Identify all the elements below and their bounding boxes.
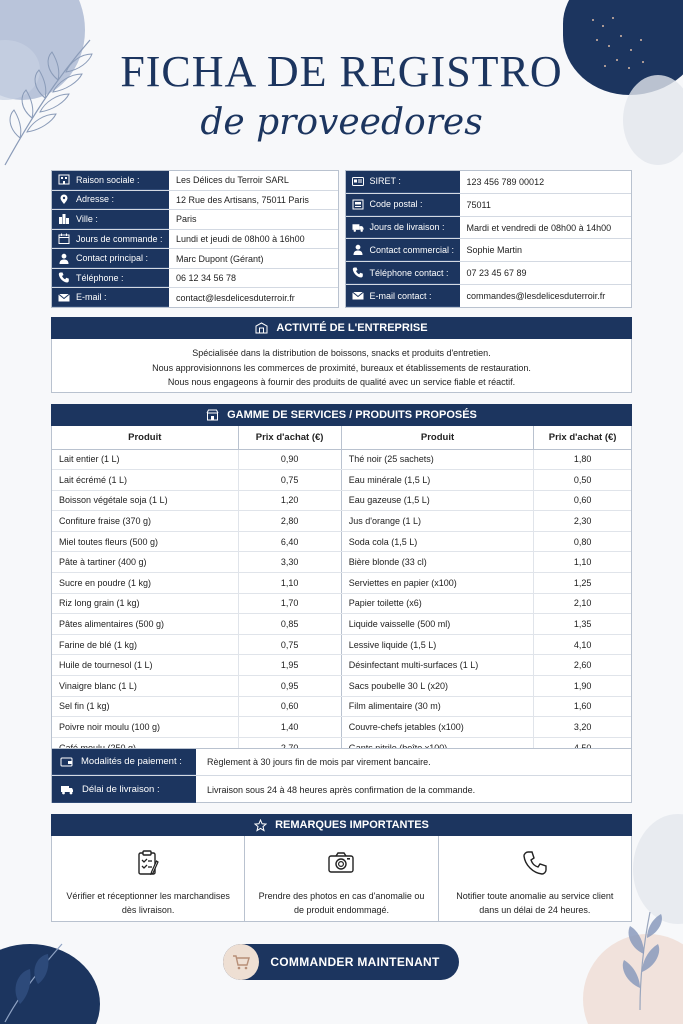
product-price: 3,20 [534,717,631,738]
info-label: Contact commercial : [369,244,455,255]
remark-text: Prendre des photos en cas d'anomalie ou de produit endommagé. [258,891,425,915]
info-row [52,269,338,289]
product-name: Bière blonde (33 cl) [342,552,534,573]
column-header-price: Prix d'achat (€) [238,426,341,449]
product-name: Pâtes alimentaires (500 g) [52,614,238,635]
info-value: 75011 [466,199,491,210]
info-value: Paris [176,214,197,225]
product-price: 0,50 [534,470,631,491]
activity-line: Spécialisée dans la distribution de boissons, snacks et produits d'entretien. [192,348,491,358]
info-label: Code postal : [369,199,423,210]
product-price: 2,60 [534,655,631,676]
pin-icon [58,194,70,205]
product-name: Vinaigre blanc (1 L) [52,676,238,697]
product-price: 0,75 [238,634,341,655]
product-price: 1,70 [238,593,341,614]
product-name: Pâte à tartiner (400 g) [52,552,238,573]
table-row [342,696,631,717]
table-row [52,573,341,594]
table-row [52,552,341,573]
info-label: SIRET : [369,176,401,187]
phone-icon [58,272,70,283]
product-name: Papier toilette (x6) [342,593,534,614]
info-label-cell [52,210,169,229]
product-price: 1,35 [534,614,631,635]
info-row [346,239,632,262]
info-row [52,210,338,230]
product-name: Lait écrémé (1 L) [52,470,238,491]
product-name: Sel fin (1 kg) [52,696,238,717]
delivery-row [52,776,631,803]
info-label-cell [52,230,169,249]
table-row [52,696,341,717]
payment-terms [51,748,632,803]
calendar-icon [58,233,70,244]
product-price: 0,75 [238,470,341,491]
table-row [342,490,631,511]
product-name: Liquide vaisselle (500 ml) [342,614,534,635]
table-row [52,511,341,532]
table-row [52,717,341,738]
product-name: Jus d'orange (1 L) [342,511,534,532]
info-label: E-mail : [76,292,107,303]
decor-blob-bottom-right [583,934,683,1024]
info-row [52,288,338,307]
order-now-label: COMMANDER MAINTENANT [270,955,440,969]
activity-section [51,317,632,393]
product-name: Farine de blé (1 kg) [52,634,238,655]
info-label: E-mail contact : [369,290,432,301]
table-row [342,552,631,573]
table-row [342,717,631,738]
products-section [51,404,632,759]
product-price: 0,90 [238,449,341,470]
supplier-info [51,170,632,308]
info-label-cell [52,288,169,307]
product-price: 0,80 [534,531,631,552]
user-icon [58,253,70,264]
product-name: Miel toutes fleurs (500 g) [52,531,238,552]
info-row [346,217,632,240]
products-table-left [52,426,342,758]
info-row [52,171,338,191]
info-label-cell [346,217,460,239]
product-name: Film alimentaire (30 m) [342,696,534,717]
product-price: 1,10 [534,552,631,573]
activity-header [51,317,632,339]
wallet-icon [60,756,73,767]
product-price: 2,10 [534,593,631,614]
table-row [52,593,341,614]
product-name: Huile de tournesol (1 L) [52,655,238,676]
cart-icon [223,944,259,980]
decor-blob-bottom-left [0,944,100,1024]
page-subtitle: de proveedores [200,102,483,143]
remark-item [52,836,245,921]
info-label: Téléphone contact : [369,267,449,278]
delivery-label-cell [52,776,196,803]
remark-text: Vérifier et réceptionner les marchandises dès livraison. [66,891,230,915]
info-value: Sophie Martin [466,245,523,256]
product-name: Lessive liquide (1,5 L) [342,634,534,655]
info-value: Lundi et jeudi de 08h00 à 16h00 [176,234,305,245]
product-name: Désinfectant multi-surfaces (1 L) [342,655,534,676]
product-price: 0,95 [238,676,341,697]
product-name: Confiture fraise (370 g) [52,511,238,532]
info-value: 12 Rue des Artisans, 75011 Paris [176,194,309,205]
remarks-header [51,814,632,836]
camera-icon [326,848,356,878]
products-header [51,404,632,426]
mail-icon [352,290,364,301]
info-label: Jours de commande : [76,233,163,244]
table-row [342,573,631,594]
activity-body [51,339,632,393]
activity-title: ACTIVITÉ DE L'ENTREPRISE [276,322,428,334]
product-price: 1,25 [534,573,631,594]
product-price: 6,40 [238,531,341,552]
product-price: 2,30 [534,511,631,532]
info-label-cell [52,269,169,288]
product-price: 4,10 [534,634,631,655]
store-icon [206,409,219,421]
column-header-price: Prix d'achat (€) [534,426,631,449]
products-body [51,426,632,759]
product-price: 1,60 [534,696,631,717]
table-row [342,470,631,491]
truck-icon [352,222,364,233]
info-label: Raison sociale : [76,174,140,185]
table-row [52,614,341,635]
product-name: Soda cola (1,5 L) [342,531,534,552]
product-name: Lait entier (1 L) [52,449,238,470]
decor-blob-bottom-right-light [633,814,683,924]
product-name: Boisson végétale soja (1 L) [52,490,238,511]
table-row [52,655,341,676]
table-row [52,531,341,552]
info-row [52,249,338,269]
info-label: Contact principal : [76,253,149,264]
table-row [342,593,631,614]
product-name: Serviettes en papier (x100) [342,573,534,594]
remark-item [245,836,438,921]
building-icon [58,174,70,185]
city-icon [58,213,70,224]
star-icon [254,819,267,832]
building-icon [255,322,268,334]
table-row [52,676,341,697]
table-row [52,634,341,655]
delivery-label: Délai de livraison : [82,783,160,795]
info-row [346,285,632,307]
remarks-body [51,836,632,922]
supplier-info-left [51,170,339,308]
mail-icon [58,292,70,303]
info-value: commandes@lesdelicesduterroir.fr [466,291,606,302]
product-price: 1,40 [238,717,341,738]
leaf-icon [0,934,70,1024]
clipboard-icon [133,848,163,878]
table-row [52,470,341,491]
info-label-cell [346,285,460,307]
table-row [342,511,631,532]
remark-item [439,836,631,921]
info-value: Marc Dupont (Gérant) [176,253,264,264]
info-label-cell [346,194,460,216]
product-name: Poivre noir moulu (100 g) [52,717,238,738]
truck-icon [60,784,74,795]
info-row [52,230,338,250]
info-label: Jours de livraison : [369,222,445,233]
table-row [342,614,631,635]
products-title: GAMME DE SERVICES / PRODUITS PROPOSÉS [227,409,477,421]
product-name: Sucre en poudre (1 kg) [52,573,238,594]
table-row [342,634,631,655]
product-price: 1,80 [534,449,631,470]
product-name: Thé noir (25 sachets) [342,449,534,470]
supplier-info-right [345,170,633,308]
page-title: FICHA DE REGISTRO [120,47,563,96]
table-row [52,449,341,470]
column-header-product: Produit [52,426,238,449]
user-icon [352,244,364,255]
info-label-cell [346,262,460,284]
info-label: Ville : [76,213,98,224]
column-header-product: Produit [342,426,534,449]
product-name: Sacs poubelle 30 L (x20) [342,676,534,697]
info-label-cell [52,171,169,190]
info-row [346,262,632,285]
product-price: 0,60 [238,696,341,717]
table-row [342,676,631,697]
table-row [342,531,631,552]
product-price: 1,90 [534,676,631,697]
phone-icon [352,267,364,278]
info-row [52,191,338,211]
info-label-cell [346,239,460,261]
product-price: 1,20 [238,490,341,511]
table-row [52,490,341,511]
product-price: 2,80 [238,511,341,532]
delivery-value: Livraison sous 24 à 48 heures après confirmation de la commande. [207,784,476,795]
activity-line: Nous nous engageons à fournir des produits de qualité avec un service fiable et réactif. [167,377,516,387]
payment-row [52,749,631,776]
product-name: Eau gazeuse (1,5 L) [342,490,534,511]
id-icon [352,176,364,187]
order-now-button[interactable] [223,944,459,980]
info-value: 123 456 789 00012 [466,176,545,187]
product-price: 0,85 [238,614,341,635]
info-row [346,171,632,194]
products-table-right [342,426,631,758]
product-name: Eau minérale (1,5 L) [342,470,534,491]
postal-icon [352,199,364,210]
info-value: contact@lesdelicesduterroir.fr [176,292,295,303]
table-row [342,449,631,470]
info-row [346,194,632,217]
info-value: Mardi et vendredi de 08h00 à 14h00 [466,222,612,233]
product-price: 0,60 [534,490,631,511]
info-label: Téléphone : [76,272,124,283]
info-label-cell [52,191,169,210]
product-price: 1,95 [238,655,341,676]
info-value: 07 23 45 67 89 [466,268,527,279]
info-value: Les Délices du Terroir SARL [176,175,289,186]
phone-icon [520,848,550,878]
info-label-cell [52,249,169,268]
payment-label-cell [52,749,196,775]
info-label-cell [346,171,460,193]
info-label: Adresse : [76,194,115,205]
payment-value: Règlement à 30 jours fin de mois par virement bancaire. [207,757,431,767]
table-row [342,655,631,676]
remark-text: Notifier toute anomalie au service client dans un délai de 24 heures. [456,891,614,915]
remarks-section [51,814,632,922]
activity-line: Nous approvisionnons les commerces de proximité, bureaux et établissements de restauration. [152,362,531,373]
remarks-title: REMARQUES IMPORTANTES [275,819,429,831]
info-value: 06 12 34 56 78 [176,273,237,284]
product-name: Couvre-chefs jetables (x100) [342,717,534,738]
product-price: 3,30 [238,552,341,573]
product-name: Riz long grain (1 kg) [52,593,238,614]
payment-label: Modalités de paiement : [81,756,182,767]
product-price: 1,10 [238,573,341,594]
